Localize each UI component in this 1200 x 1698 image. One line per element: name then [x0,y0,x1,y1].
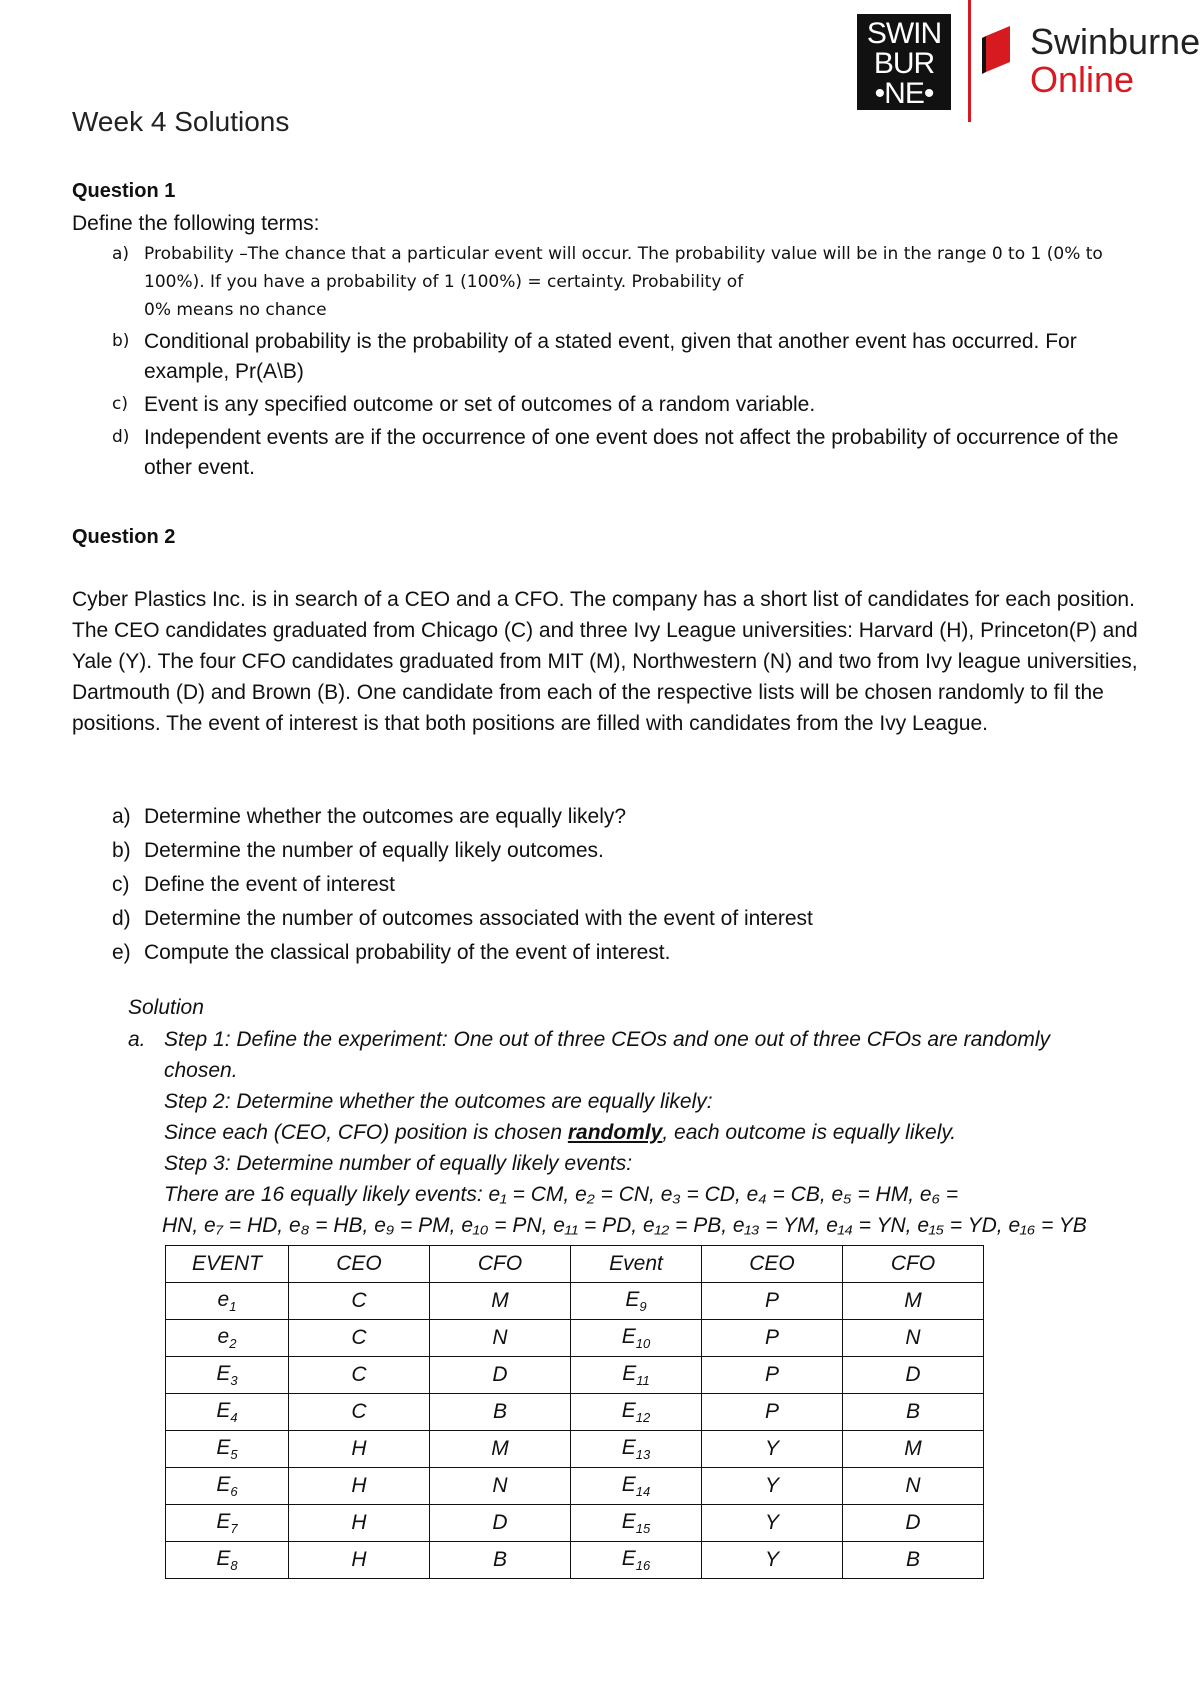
table-row [166,1542,984,1579]
item-text: Compute the classical probability of the event of interest. [144,941,671,964]
cfo-cell: D [843,1357,984,1394]
cfo-cell: N [430,1320,571,1357]
item-marker: d) [112,427,130,447]
table-header-row [166,1246,984,1283]
column-header: Event [571,1246,702,1283]
cfo-cell: D [430,1357,571,1394]
page-title: Week 4 Solutions [72,106,290,137]
event-cell: $E_{10}$ [571,1320,702,1357]
ceo-cell: Y [702,1542,843,1579]
definition-list [72,240,1152,483]
table-row [166,1468,984,1505]
cfo-cell: B [843,1542,984,1579]
solution-step-2: Step 2: Determine whether the outcomes are equally likely: [164,1090,713,1113]
item-text: Conditional probability is the probability of a stated event, given that another event has occurred. For example, Pr(A\B) [144,330,1077,383]
item-marker: b) [112,331,130,351]
reason-text-start: Since each (CEO, CFO) position is chosen [164,1121,568,1144]
ceo-cell: H [289,1468,430,1505]
question-1-heading: Question 1 [72,180,176,202]
item-marker: c) [112,394,128,414]
event-cell: $e_2$ [166,1320,289,1357]
cfo-cell: M [430,1283,571,1320]
solution-step-1: Step 1: Define the experiment: One out of three CEOs and one out of three CFOs are randomly chosen. [164,1028,1050,1082]
solution-steps [128,1024,1094,1241]
item-marker: a) [112,805,131,828]
ceo-cell: H [289,1431,430,1468]
event-cell: $e_1$ [166,1283,289,1320]
list-item [72,902,1072,936]
column-header: CFO [430,1246,571,1283]
item-text: Probability –The chance that a particular event will occur. The probability value will be in the range 0 to 1 (0% to 100%). If you have a probability of 1 (100%) = certainty. Probability of [144,244,1103,292]
events-table [165,1245,984,1579]
question-1-prompt: Define the following terms: [72,212,320,235]
column-header: CEO [702,1246,843,1283]
table-row [166,1431,984,1468]
ceo-cell: C [289,1283,430,1320]
question-parts-list [72,800,1072,970]
ceo-cell: P [702,1320,843,1357]
event-cell: $E_4$ [166,1394,289,1431]
event-cell: $E_9$ [571,1283,702,1320]
cfo-cell: B [430,1394,571,1431]
question-2-heading: Question 2 [72,526,176,548]
item-marker: b) [112,839,131,862]
cfo-cell: M [843,1283,984,1320]
list-item [72,800,1072,834]
logo-line-3: •NE• [874,77,934,110]
item-text: Event is any specified outcome or set of outcomes of a random variable. [144,393,816,416]
cfo-cell: M [430,1431,571,1468]
column-header: CFO [843,1246,984,1283]
list-item [72,834,1072,868]
cfo-cell: B [430,1542,571,1579]
ceo-cell: Y [702,1431,843,1468]
solution-label: Solution [128,996,204,1019]
list-item [72,240,1152,324]
column-header: CEO [289,1246,430,1283]
event-cell: $E_7$ [166,1505,289,1542]
ceo-cell: Y [702,1468,843,1505]
cfo-cell: D [430,1505,571,1542]
list-item [72,868,1072,902]
reason-emphasis: randomly [567,1121,663,1144]
item-marker: d) [112,907,131,930]
cfo-cell: B [843,1394,984,1431]
ceo-cell: C [289,1357,430,1394]
ceo-cell: Y [702,1505,843,1542]
event-cell: $E_6$ [166,1468,289,1505]
item-text: Determine the number of equally likely outcomes. [144,839,604,862]
reason-text-end: , each outcome is equally likely. [662,1121,957,1144]
event-cell: $E_{13}$ [571,1431,702,1468]
ceo-cell: P [702,1357,843,1394]
ceo-cell: H [289,1505,430,1542]
brand-name: Swinburne [1030,21,1200,62]
question-2-body: Cyber Plastics Inc. is in search of a CEO and a CFO. The company has a short list of candidates for each position. The CEO candidates graduated from Chicago (C) and three Ivy League universities: Harvard (H), Princeton(P) and Yale (Y). The four CFO candidates graduated from MIT (M), Northwestern (N) and two from Ivy league universities, Dartmouth (D) and Brown (B). One candidate from each of the respective lists will be chosen randomly to fil the positions. The event of interest is that both positions are filled with candidates from the Ivy League. [72,588,1138,735]
ceo-cell: P [702,1283,843,1320]
table-row [166,1357,984,1394]
list-item [72,423,1152,483]
logo-line-2: BUR [873,47,935,80]
event-cell: $E_8$ [166,1542,289,1579]
column-header: EVENT [166,1246,289,1283]
list-item [72,327,1152,387]
table-row [166,1505,984,1542]
item-text: Define the event of interest [144,873,395,896]
item-text-continued: 0% means no chance [144,300,327,320]
item-marker: a) [112,244,130,264]
list-item [72,936,1072,970]
table-row [166,1283,984,1320]
ceo-cell: C [289,1394,430,1431]
table-body [166,1283,984,1579]
logo-line-1: SWIN [866,17,942,50]
ceo-cell: H [289,1542,430,1579]
swinburne-logo [857,14,951,110]
item-marker: c) [112,873,130,896]
cfo-cell: N [843,1320,984,1357]
event-cell: $E_3$ [166,1357,289,1394]
event-cell: $E_{15}$ [571,1505,702,1542]
event-cell: $E_{16}$ [571,1542,702,1579]
cfo-cell: N [843,1468,984,1505]
item-text: Determine whether the outcomes are equally likely? [144,805,627,828]
item-text: Independent events are if the occurrence of one event does not affect the probability of occurrence of the other event. [144,426,1119,479]
table-row [166,1320,984,1357]
cfo-cell: M [843,1431,984,1468]
events-line-2: HN, e₇ = HD, e₈ = HB, e₉ = PM, e₁₀ = PN, e₁₁ = PD, e₁₂ = PB, e₁₃ = YM, e₁₄ = YN, e₁₅ = YD, e₁₆ = YB [162,1214,1087,1237]
event-cell: $E_{12}$ [571,1394,702,1431]
logo-divider [968,0,971,122]
list-item [72,390,1152,420]
brand-subtitle: Online [1030,59,1135,100]
table-row [166,1394,984,1431]
solution-reason [164,1117,1094,1148]
cfo-cell: D [843,1505,984,1542]
cfo-cell: N [430,1468,571,1505]
event-cell: $E_{11}$ [571,1357,702,1394]
event-cell: $E_5$ [166,1431,289,1468]
ceo-cell: C [289,1320,430,1357]
online-logo-icon [980,22,1020,78]
events-line-1: There are 16 equally likely events: e₁ = CM, e₂ = CN, e₃ = CD, e₄ = CB, e₅ = HM, e₆ = [164,1183,959,1206]
item-marker: e) [112,941,131,964]
ceo-cell: P [702,1394,843,1431]
solution-step-3: Step 3: Determine number of equally likely events: [164,1152,633,1175]
event-cell: $E_{14}$ [571,1468,702,1505]
item-text: Determine the number of outcomes associated with the event of interest [144,907,813,930]
solution-marker: a. [128,1028,146,1051]
